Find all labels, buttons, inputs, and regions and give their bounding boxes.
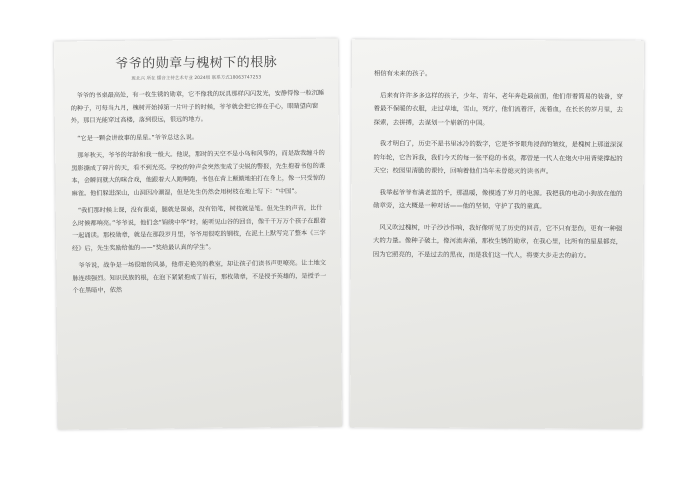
author-byline: 班北兴 所在 播音主持艺术专业 2024级 联系方式18063747253 (131, 75, 262, 82)
paragraph: 那年秋天，爷爷的年龄和我一般大。他说，那时的天空不是小鸟和风筝的，而是敌我缠斗的黑影撕成了碎片的天，看不到光亮。学校的钟声会突然变成了尖锐的警报，先生抱着书包的课本，会瞬间就大的咪合戏，他跟着大人跑啊跑，书包在背上颠簸地拍打在身上，像一只受惊的麻雀。他们躲进深山，山洞因冷潮湿，但是先生仍然会用树枝在地上写下：“中国”。 (71, 149, 326, 197)
right-page (350, 39, 644, 429)
paragraph: 风又吹过槐树，叶子沙沙作响，我好像听见了历史的回音，它不只有悲伤，更有一种强大的力量。像种子破土，像河流奔涌，那枚生锈的勋章，在我心里，比所有的星星都亮，因为它照亮的，不是过去的黑夜，而是我们这一代人，将要大步走去的前方。 (372, 222, 623, 259)
left-page (54, 39, 342, 430)
paragraph: “我们那时候上课，没有课桌，腿就是课桌，没有铅笔，树枝就是笔。但先生的声音，比什么时候都响亮。”爷爷说，他们念“锦绣中华”时，能听见山谷的回音，像千千万万个孩子在跟着一起诵读。那校勋章，就是在那段岁月里，爷爷用很吃的钢枝，在泥土上默写完了整本《三字经》后，先生奖励给他的——“奖给最认真的学生”。 (71, 204, 326, 252)
paragraph: 爷爷的书桌最高处，有一枚生锈的勋章，它不像我的玩具那样闪闪发光，安静得像一粒沉睡的种子，可每当九月，槐树开始掉第一片叶子的时候，爷爷就会把它捧在手心，眼睛望向窗外，那目光能穿过高楼，落到很远，很远的地方。 (70, 89, 325, 125)
paragraph: 我举起爷爷布满老茧的手，那温暖，像摸透了岁月的电源。我把我的电动小狗放在他的勋章旁，这大概是一种对话——他的坚韧，守护了我的童真。 (373, 187, 623, 211)
essay-title: 爷爷的勋章与槐树下的根脉 (115, 55, 278, 72)
paragraph: 后来有许许多多这样的孩子，少年、青年、老年奔赴最前面，他们带着简易的装备，穿着最不保暖的衣服，走过草地，雪山，死疗，他们流着汗，流着血，在长长的岁月里，去探索，去拼搏，去谋划一个崭新的中国。 (373, 90, 623, 127)
paragraph: 爷爷说，战争是一场很暗的风暴，他带走艳亮的教室，却让孩子们读书声更嘹亮。让土地文脉连续强烈。知识民族的根，在泡下紧紧抱成了岩石，那枚勋章，不是授予英雄的，是授予一个在黑暗中，依然 (72, 259, 327, 295)
paragraph: “它是一颗会讲故事的星星。”爷爷总这么说。 (77, 133, 199, 142)
paragraph: 我才明白了，历史不是书里冰冷的数字，它是爷爷眼角浸润的皱纹，是槐树上那道深深的年轮，它告诉我，我们今天的每一张平稳的书桌，都曾是一代人在炮火中用背梁撑起的天空；校园里清脆的课铃，回响着他们当年未曾熄灭的读书声。 (373, 139, 623, 176)
paragraph: 相信有未来的孩子。 (373, 69, 432, 78)
